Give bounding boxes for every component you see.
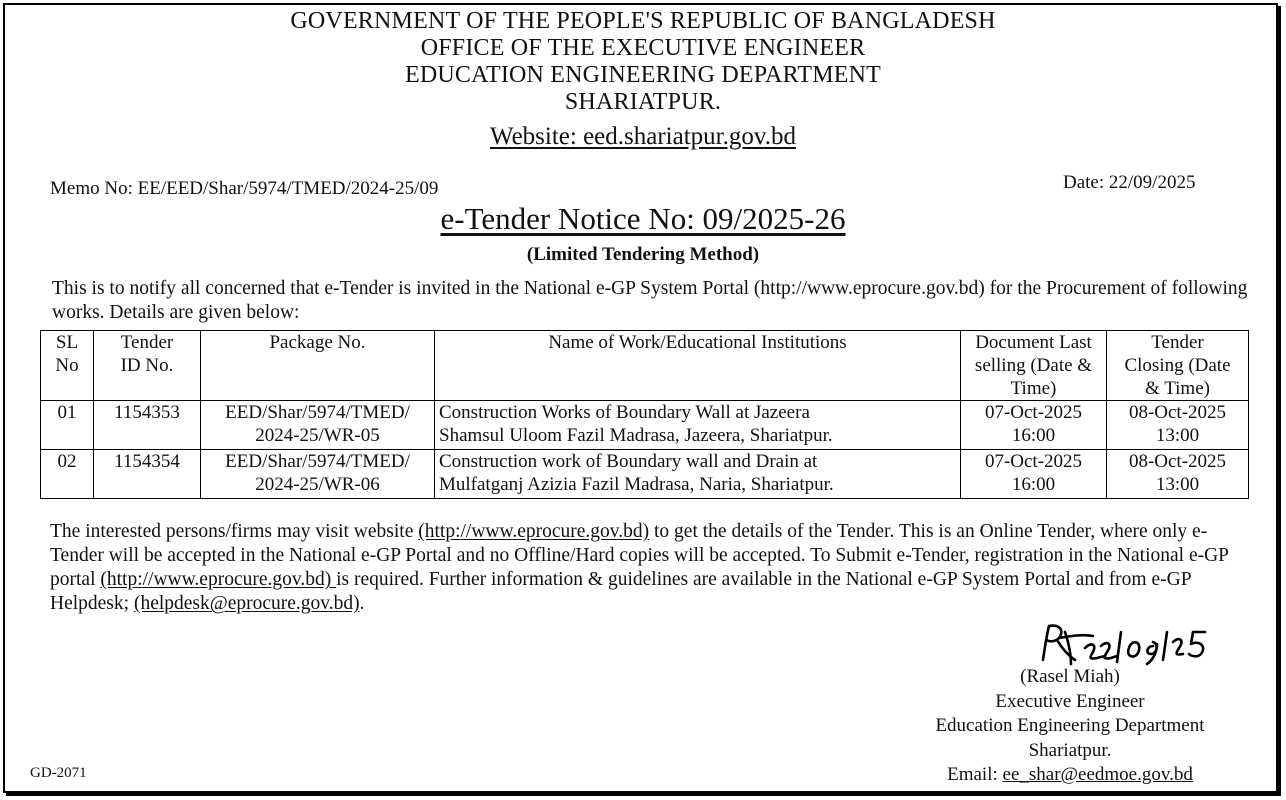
cell-work-name — [435, 401, 961, 450]
cell-close-time: 13:00 — [1155, 474, 1200, 495]
cell-package — [201, 450, 435, 499]
header-sl-line1: SL — [55, 332, 79, 353]
handwritten-signature — [1035, 618, 1215, 670]
cell-work-name-line2: Mulfatganj Azizia Fazil Madrasa, Naria, Shariatpur. — [439, 474, 834, 495]
header-close-line2: Closing (Date — [1124, 355, 1231, 376]
notice-title — [0, 201, 1286, 237]
cell-doc-selling — [961, 401, 1107, 450]
cell-doc-time: 16:00 — [1011, 474, 1056, 495]
cell-sl: 02 — [41, 450, 94, 499]
table-header-row — [41, 331, 1249, 401]
cell-work-name-line1: Construction work of Boundary wall and Drain at — [439, 451, 818, 472]
signatory-title: Executive Engineer — [995, 690, 1145, 712]
cell-tender-id: 1154353 — [94, 401, 201, 450]
cell-sl: 01 — [41, 401, 94, 450]
cell-package — [201, 401, 435, 450]
cell-work-name-line2: Shamsul Uloom Fazil Madrasa, Jazeera, Shariatpur. — [439, 425, 833, 446]
footer-text-2: to get the details of the Tender. This is an Online Tender, where only e-Tender will be accepted in the National e-GP Portal and no Offline/Hard copies will be accepted. To Submit e-Tender, registration in the National e-GP portal — [50, 521, 1229, 590]
signatory-place: Shariatpur. — [1028, 739, 1112, 761]
header-tender-line1: Tender — [120, 332, 174, 353]
cell-doc-selling — [961, 450, 1107, 499]
cell-tender-id: 1154354 — [94, 450, 201, 499]
cell-package-line1: EED/Shar/5974/TMED/ — [225, 402, 410, 423]
header-package — [201, 331, 435, 401]
header-sl — [41, 331, 94, 401]
footer-text-4: . — [359, 593, 365, 614]
header-tender-id — [94, 331, 201, 401]
cell-work-name — [435, 450, 961, 499]
header-tender-closing — [1107, 331, 1249, 401]
header-tender-line2: ID No. — [120, 355, 174, 376]
cell-close-date: 08-Oct-2025 — [1128, 451, 1227, 472]
email-label: Email: — [947, 764, 1003, 785]
header-doc-selling — [961, 331, 1107, 401]
website-link[interactable]: Website: eed.shariatpur.gov.bd — [489, 123, 796, 150]
cell-tender-closing — [1107, 401, 1249, 450]
header-office: OFFICE OF THE EXECUTIVE ENGINEER — [420, 35, 866, 61]
header-work-name — [435, 331, 961, 401]
cell-work-name-line1: Construction Works of Boundary Wall at Jazeera — [439, 402, 810, 423]
footer-text-3: is required. Further information & guidelines are available in the National e-GP System Portal and from e-GP Helpdesk; — [50, 569, 1191, 614]
signatory-block — [880, 665, 1260, 788]
signatory-department: Education Engineering Department — [935, 715, 1205, 736]
cell-close-time: 13:00 — [1155, 425, 1200, 446]
cell-package-line2: 2024-25/WR-06 — [255, 474, 380, 495]
cell-tender-closing — [1107, 450, 1249, 499]
tender-table — [40, 330, 1249, 499]
header-package-text: Package No. — [269, 332, 366, 353]
signatory-email-link[interactable]: ee_shar@eedmoe.gov.bd — [1002, 764, 1193, 785]
eprocure-link-2[interactable]: (http://www.eprocure.gov.bd) — [100, 569, 337, 590]
header-doc-line3: Time) — [1010, 378, 1057, 399]
document-code: GD-2071 — [30, 765, 87, 781]
header-department: EDUCATION ENGINEERING DEPARTMENT — [404, 62, 882, 88]
footer-text-1: The interested persons/firms may visit website — [50, 521, 419, 542]
cell-close-date: 08-Oct-2025 — [1128, 402, 1227, 423]
header-website[interactable] — [0, 122, 1286, 152]
header-doc-line2: selling (Date & — [974, 355, 1093, 376]
header-work-name-text: Name of Work/Educational Institutions — [548, 332, 847, 353]
header-doc-line1: Document Last — [975, 332, 1092, 353]
header-close-line1: Tender — [1151, 332, 1204, 353]
tendering-method: (Limited Tendering Method) — [526, 244, 760, 265]
footer-paragraph — [50, 520, 1250, 616]
eprocure-link-1[interactable]: (http://www.eprocure.gov.bd) — [418, 521, 650, 542]
header-sl-line2: No — [55, 355, 79, 376]
notice-date: Date: 22/09/2025 — [1063, 172, 1196, 193]
memo-number: Memo No: EE/EED/Shar/5974/TMED/2024-25/09 — [50, 178, 439, 199]
header-government: GOVERNMENT OF THE PEOPLE'S REPUBLIC OF BANGLADESH — [290, 8, 996, 34]
intro-paragraph: This is to notify all concerned that e-Tender is invited in the National e-GP System Portal (http://www.eprocure.gov.bd) for the Procurement of following works. Details are given below: — [52, 278, 1248, 323]
notice-title-text: e-Tender Notice No: 09/2025-26 — [440, 201, 846, 236]
cell-package-line1: EED/Shar/5974/TMED/ — [225, 451, 410, 472]
signatory-email — [880, 763, 1260, 788]
cell-doc-date: 07-Oct-2025 — [984, 402, 1083, 423]
helpdesk-email-link[interactable]: (helpdesk@eprocure.gov.bd) — [133, 593, 360, 614]
signatory-name: (Rasel Miah) — [1020, 666, 1120, 687]
table-row — [41, 450, 1249, 499]
header-close-line3: & Time) — [1145, 378, 1210, 399]
cell-doc-time: 16:00 — [1011, 425, 1056, 446]
header-location: SHARIATPUR. — [564, 89, 722, 115]
cell-doc-date: 07-Oct-2025 — [984, 451, 1083, 472]
letterhead — [0, 8, 1286, 152]
cell-package-line2: 2024-25/WR-05 — [255, 425, 380, 446]
table-row — [41, 401, 1249, 450]
